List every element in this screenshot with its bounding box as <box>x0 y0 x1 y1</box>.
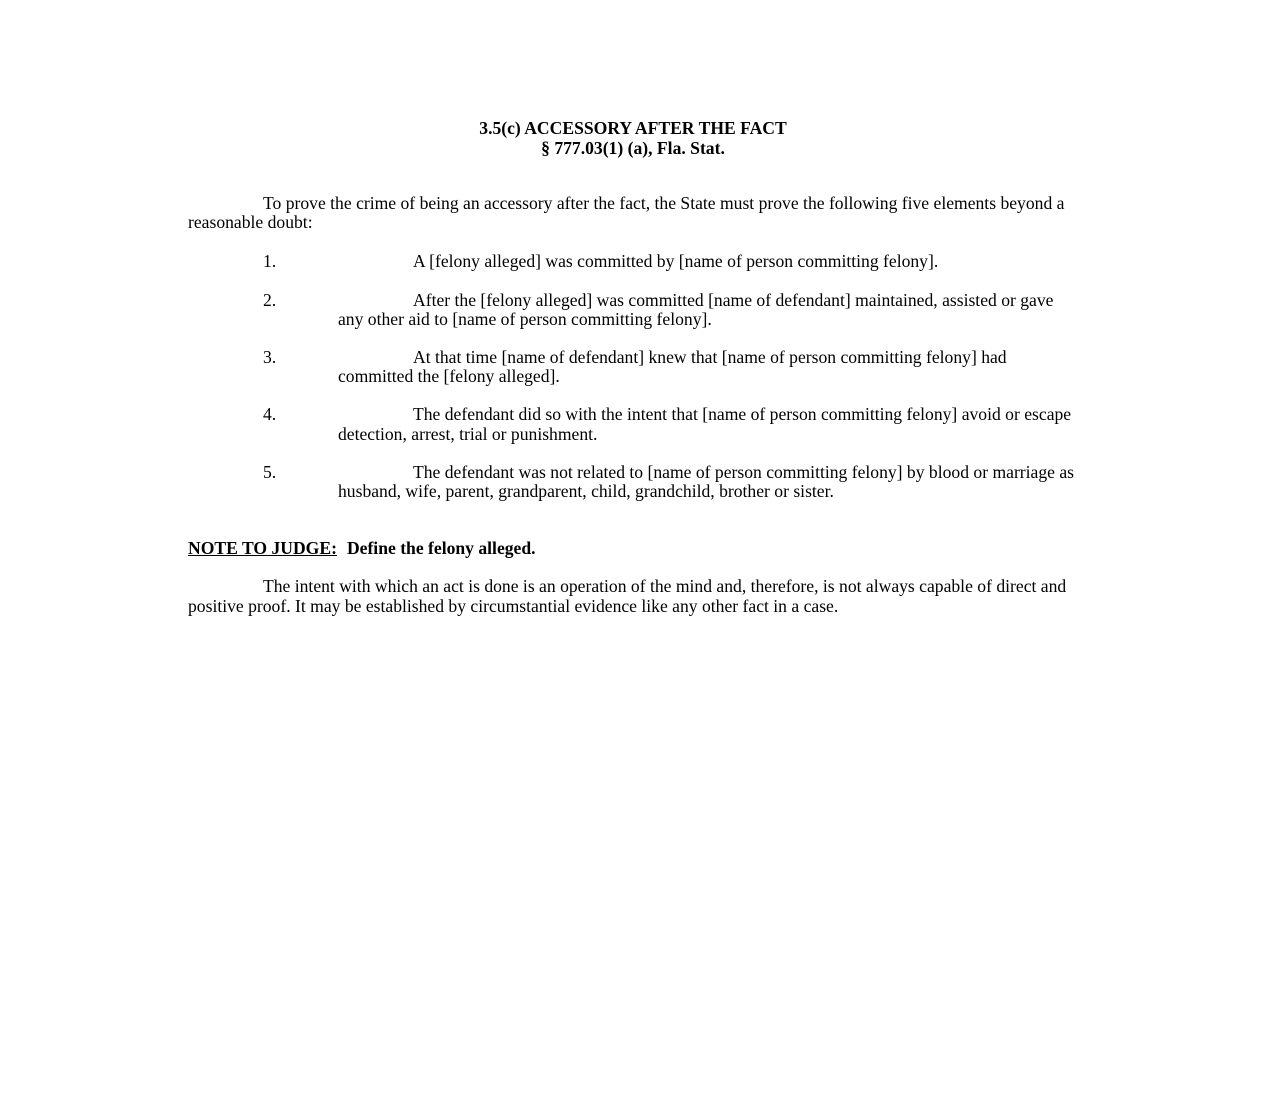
document-page <box>188 118 1078 616</box>
intent-paragraph: The intent with which an act is done is an operation of the mind and, therefore, is not always capable of direct and positive proof. It may be established by circumstantial evidence like any other fact in a case. <box>188 576 1067 616</box>
elements-list <box>188 252 1078 501</box>
element-number: 4. <box>263 404 277 425</box>
title-block <box>188 118 1078 158</box>
element-item <box>188 348 1078 386</box>
element-text: At that time [name of defendant] knew that [name of person committing felony] had committed the [felony alleged]. <box>338 347 1007 387</box>
element-number: 2. <box>263 289 277 310</box>
element-item <box>188 252 1078 271</box>
element-number: 3. <box>263 347 277 368</box>
element-text: The defendant was not related to [name of person committing felony] by blood or marriage as husband, wife, parent, grandparent, child, grandchild, brother or sister. <box>338 461 1075 502</box>
element-text: After the [felony alleged] was committed [name of defendant] maintained, assisted or gave any other aid to [name of person committing felony]. <box>338 289 1054 329</box>
document-title: 3.5(c) ACCESSORY AFTER THE FACT <box>479 118 787 138</box>
element-text: A [felony alleged] was committed by [name of person committing felony]. <box>413 251 939 272</box>
note-to-judge <box>188 539 1078 558</box>
statute-citation: § 777.03(1) (a), Fla. Stat. <box>541 138 725 158</box>
element-item <box>188 405 1078 443</box>
element-item <box>188 463 1078 501</box>
intro-paragraph: To prove the crime of being an accessory after the fact, the State must prove the following five elements beyond a reasonable doubt: <box>188 193 1065 233</box>
note-text: Define the felony alleged. <box>346 538 536 559</box>
element-number: 5. <box>263 461 277 482</box>
element-text: The defendant did so with the intent that [name of person committing felony] avoid or escape detection, arrest, trial or punishment. <box>338 404 1072 444</box>
element-number: 1. <box>263 251 277 272</box>
note-label: NOTE TO JUDGE: <box>188 538 337 559</box>
element-item <box>188 291 1078 329</box>
